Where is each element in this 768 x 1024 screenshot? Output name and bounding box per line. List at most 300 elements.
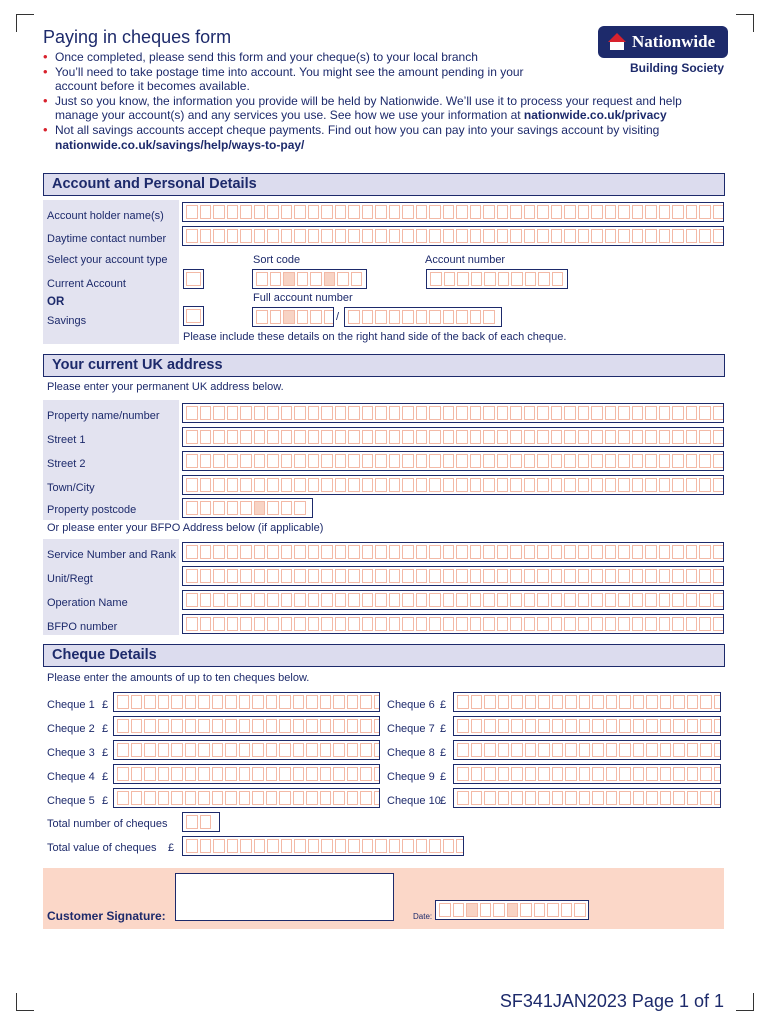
character-cell[interactable]	[198, 791, 210, 805]
character-cell[interactable]	[579, 791, 591, 805]
character-cell[interactable]	[240, 454, 252, 468]
character-cell[interactable]	[348, 430, 360, 444]
character-cell[interactable]	[510, 617, 522, 631]
character-cell[interactable]	[200, 205, 212, 219]
character-cell[interactable]	[240, 545, 252, 559]
character-cell[interactable]	[565, 695, 577, 709]
character-cell[interactable]	[267, 569, 279, 583]
character-cell[interactable]	[429, 478, 441, 492]
character-cell[interactable]	[673, 767, 685, 781]
character-cell[interactable]	[700, 719, 712, 733]
character-cell[interactable]	[294, 501, 306, 515]
character-cell[interactable]	[700, 791, 712, 805]
character-cell[interactable]	[713, 430, 725, 444]
character-cell[interactable]	[524, 229, 536, 243]
character-cell[interactable]	[591, 406, 603, 420]
character-cell[interactable]	[321, 569, 333, 583]
character-cell[interactable]	[497, 406, 509, 420]
character-cell[interactable]	[510, 205, 522, 219]
character-cell[interactable]	[700, 695, 712, 709]
character-cell[interactable]	[673, 791, 685, 805]
character-cell[interactable]	[185, 767, 197, 781]
character-cell[interactable]	[227, 430, 239, 444]
character-cell[interactable]	[525, 272, 537, 286]
character-cell[interactable]	[645, 430, 657, 444]
character-cell[interactable]	[632, 569, 644, 583]
character-cell[interactable]	[483, 569, 495, 583]
character-cell[interactable]	[402, 839, 414, 853]
character-cell[interactable]	[524, 454, 536, 468]
character-cell[interactable]	[471, 719, 483, 733]
character-cell[interactable]	[375, 205, 387, 219]
character-cell[interactable]	[510, 478, 522, 492]
character-cell[interactable]	[198, 695, 210, 709]
street2-field[interactable]	[182, 451, 724, 471]
character-cell[interactable]	[321, 406, 333, 420]
character-cell[interactable]	[212, 767, 224, 781]
character-cell[interactable]	[537, 454, 549, 468]
character-cell[interactable]	[686, 205, 698, 219]
character-cell[interactable]	[443, 545, 455, 559]
character-cell[interactable]	[524, 430, 536, 444]
character-cell[interactable]	[267, 430, 279, 444]
character-cell[interactable]	[483, 406, 495, 420]
character-cell[interactable]	[335, 430, 347, 444]
character-cell[interactable]	[429, 205, 441, 219]
character-cell[interactable]	[416, 406, 428, 420]
character-cell[interactable]	[456, 545, 468, 559]
character-cell[interactable]	[267, 617, 279, 631]
character-cell[interactable]	[686, 593, 698, 607]
character-cell[interactable]	[565, 791, 577, 805]
character-cell[interactable]	[605, 205, 617, 219]
cheque-7-field[interactable]	[453, 716, 721, 736]
character-cell[interactable]	[687, 719, 699, 733]
character-cell[interactable]	[297, 272, 309, 286]
character-cell[interactable]	[320, 719, 332, 733]
character-cell[interactable]	[592, 719, 604, 733]
character-cell[interactable]	[483, 545, 495, 559]
character-cell[interactable]	[360, 791, 372, 805]
character-cell[interactable]	[375, 617, 387, 631]
character-cell[interactable]	[239, 743, 251, 757]
character-cell[interactable]	[605, 593, 617, 607]
character-cell[interactable]	[239, 767, 251, 781]
character-cell[interactable]	[618, 593, 630, 607]
character-cell[interactable]	[310, 310, 322, 324]
character-cell[interactable]	[333, 695, 345, 709]
character-cell[interactable]	[333, 719, 345, 733]
character-cell[interactable]	[700, 767, 712, 781]
privacy-link[interactable]: nationwide.co.uk/privacy	[523, 108, 667, 123]
character-cell[interactable]	[186, 229, 198, 243]
character-cell[interactable]	[618, 569, 630, 583]
character-cell[interactable]	[375, 545, 387, 559]
character-cell[interactable]	[456, 478, 468, 492]
character-cell[interactable]	[537, 617, 549, 631]
character-cell[interactable]	[606, 791, 618, 805]
character-cell[interactable]	[213, 839, 225, 853]
character-cell[interactable]	[212, 743, 224, 757]
character-cell[interactable]	[348, 310, 360, 324]
cheque-6-field[interactable]	[453, 692, 721, 712]
character-cell[interactable]	[321, 205, 333, 219]
character-cell[interactable]	[525, 695, 537, 709]
character-cell[interactable]	[294, 593, 306, 607]
character-cell[interactable]	[605, 229, 617, 243]
character-cell[interactable]	[374, 695, 381, 709]
character-cell[interactable]	[632, 545, 644, 559]
cheque-1-field[interactable]	[113, 692, 380, 712]
character-cell[interactable]	[672, 478, 684, 492]
character-cell[interactable]	[578, 593, 590, 607]
character-cell[interactable]	[348, 593, 360, 607]
character-cell[interactable]	[389, 406, 401, 420]
character-cell[interactable]	[457, 767, 469, 781]
character-cell[interactable]	[605, 478, 617, 492]
character-cell[interactable]	[484, 719, 496, 733]
character-cell[interactable]	[240, 617, 252, 631]
character-cell[interactable]	[578, 478, 590, 492]
character-cell[interactable]	[632, 617, 644, 631]
total-value-field[interactable]	[182, 836, 464, 856]
character-cell[interactable]	[306, 695, 318, 709]
character-cell[interactable]	[200, 545, 212, 559]
character-cell[interactable]	[660, 743, 672, 757]
sort-code-field[interactable]	[252, 269, 367, 289]
character-cell[interactable]	[498, 791, 510, 805]
character-cell[interactable]	[402, 430, 414, 444]
character-cell[interactable]	[297, 310, 309, 324]
character-cell[interactable]	[605, 569, 617, 583]
character-cell[interactable]	[645, 454, 657, 468]
character-cell[interactable]	[483, 617, 495, 631]
character-cell[interactable]	[551, 617, 563, 631]
character-cell[interactable]	[186, 569, 198, 583]
character-cell[interactable]	[294, 229, 306, 243]
unit-field[interactable]	[182, 566, 724, 586]
character-cell[interactable]	[578, 617, 590, 631]
character-cell[interactable]	[360, 695, 372, 709]
character-cell[interactable]	[686, 406, 698, 420]
character-cell[interactable]	[579, 743, 591, 757]
character-cell[interactable]	[618, 229, 630, 243]
character-cell[interactable]	[240, 501, 252, 515]
character-cell[interactable]	[254, 454, 266, 468]
town-field[interactable]	[182, 475, 724, 495]
character-cell[interactable]	[254, 617, 266, 631]
character-cell[interactable]	[225, 767, 237, 781]
postcode-field[interactable]	[182, 498, 313, 518]
character-cell[interactable]	[144, 695, 156, 709]
character-cell[interactable]	[470, 545, 482, 559]
character-cell[interactable]	[416, 430, 428, 444]
character-cell[interactable]	[524, 406, 536, 420]
character-cell[interactable]	[524, 569, 536, 583]
character-cell[interactable]	[538, 791, 550, 805]
character-cell[interactable]	[347, 767, 359, 781]
character-cell[interactable]	[551, 205, 563, 219]
character-cell[interactable]	[227, 478, 239, 492]
character-cell[interactable]	[213, 593, 225, 607]
character-cell[interactable]	[618, 454, 630, 468]
character-cell[interactable]	[591, 593, 603, 607]
character-cell[interactable]	[374, 767, 381, 781]
character-cell[interactable]	[510, 406, 522, 420]
character-cell[interactable]	[362, 569, 374, 583]
character-cell[interactable]	[186, 478, 198, 492]
character-cell[interactable]	[619, 719, 631, 733]
character-cell[interactable]	[389, 478, 401, 492]
character-cell[interactable]	[443, 569, 455, 583]
character-cell[interactable]	[254, 430, 266, 444]
character-cell[interactable]	[351, 272, 363, 286]
character-cell[interactable]	[457, 272, 469, 286]
character-cell[interactable]	[471, 272, 483, 286]
character-cell[interactable]	[335, 593, 347, 607]
character-cell[interactable]	[552, 719, 564, 733]
character-cell[interactable]	[240, 205, 252, 219]
character-cell[interactable]	[511, 767, 523, 781]
character-cell[interactable]	[700, 743, 712, 757]
character-cell[interactable]	[281, 430, 293, 444]
character-cell[interactable]	[443, 593, 455, 607]
character-cell[interactable]	[538, 272, 550, 286]
character-cell[interactable]	[524, 593, 536, 607]
character-cell[interactable]	[324, 310, 335, 324]
character-cell[interactable]	[525, 767, 537, 781]
character-cell[interactable]	[158, 719, 170, 733]
character-cell[interactable]	[375, 430, 387, 444]
character-cell[interactable]	[659, 545, 671, 559]
character-cell[interactable]	[687, 695, 699, 709]
cheque-9-field[interactable]	[453, 764, 721, 784]
character-cell[interactable]	[362, 454, 374, 468]
character-cell[interactable]	[267, 478, 279, 492]
character-cell[interactable]	[552, 767, 564, 781]
character-cell[interactable]	[483, 593, 495, 607]
character-cell[interactable]	[507, 903, 519, 917]
character-cell[interactable]	[591, 569, 603, 583]
character-cell[interactable]	[659, 205, 671, 219]
character-cell[interactable]	[443, 617, 455, 631]
character-cell[interactable]	[375, 229, 387, 243]
character-cell[interactable]	[281, 454, 293, 468]
character-cell[interactable]	[281, 839, 293, 853]
character-cell[interactable]	[456, 229, 468, 243]
character-cell[interactable]	[525, 743, 537, 757]
character-cell[interactable]	[333, 743, 345, 757]
character-cell[interactable]	[200, 815, 212, 829]
character-cell[interactable]	[254, 839, 266, 853]
character-cell[interactable]	[293, 695, 305, 709]
cheque-2-field[interactable]	[113, 716, 380, 736]
character-cell[interactable]	[254, 593, 266, 607]
character-cell[interactable]	[293, 743, 305, 757]
full-account-field-number[interactable]	[344, 307, 502, 327]
character-cell[interactable]	[551, 569, 563, 583]
character-cell[interactable]	[389, 430, 401, 444]
character-cell[interactable]	[578, 406, 590, 420]
character-cell[interactable]	[457, 791, 469, 805]
character-cell[interactable]	[389, 229, 401, 243]
character-cell[interactable]	[281, 617, 293, 631]
character-cell[interactable]	[227, 406, 239, 420]
character-cell[interactable]	[144, 719, 156, 733]
character-cell[interactable]	[497, 430, 509, 444]
character-cell[interactable]	[537, 229, 549, 243]
character-cell[interactable]	[660, 719, 672, 733]
character-cell[interactable]	[484, 791, 496, 805]
character-cell[interactable]	[374, 791, 381, 805]
character-cell[interactable]	[537, 569, 549, 583]
character-cell[interactable]	[389, 205, 401, 219]
character-cell[interactable]	[511, 743, 523, 757]
character-cell[interactable]	[429, 454, 441, 468]
character-cell[interactable]	[659, 406, 671, 420]
character-cell[interactable]	[416, 545, 428, 559]
character-cell[interactable]	[240, 593, 252, 607]
character-cell[interactable]	[283, 310, 295, 324]
character-cell[interactable]	[687, 743, 699, 757]
character-cell[interactable]	[713, 478, 725, 492]
character-cell[interactable]	[267, 593, 279, 607]
character-cell[interactable]	[429, 617, 441, 631]
character-cell[interactable]	[578, 430, 590, 444]
character-cell[interactable]	[416, 593, 428, 607]
character-cell[interactable]	[252, 695, 264, 709]
character-cell[interactable]	[574, 903, 586, 917]
character-cell[interactable]	[714, 743, 722, 757]
character-cell[interactable]	[456, 430, 468, 444]
character-cell[interactable]	[456, 569, 468, 583]
character-cell[interactable]	[699, 205, 711, 219]
character-cell[interactable]	[714, 719, 722, 733]
character-cell[interactable]	[672, 205, 684, 219]
character-cell[interactable]	[551, 430, 563, 444]
character-cell[interactable]	[457, 743, 469, 757]
character-cell[interactable]	[186, 815, 198, 829]
character-cell[interactable]	[456, 617, 468, 631]
character-cell[interactable]	[672, 406, 684, 420]
character-cell[interactable]	[348, 454, 360, 468]
character-cell[interactable]	[498, 272, 510, 286]
character-cell[interactable]	[457, 719, 469, 733]
character-cell[interactable]	[252, 767, 264, 781]
character-cell[interactable]	[561, 903, 573, 917]
character-cell[interactable]	[294, 839, 306, 853]
character-cell[interactable]	[713, 545, 725, 559]
character-cell[interactable]	[659, 569, 671, 583]
character-cell[interactable]	[362, 406, 374, 420]
character-cell[interactable]	[200, 454, 212, 468]
character-cell[interactable]	[240, 839, 252, 853]
character-cell[interactable]	[564, 406, 576, 420]
character-cell[interactable]	[578, 229, 590, 243]
character-cell[interactable]	[592, 695, 604, 709]
character-cell[interactable]	[416, 229, 428, 243]
character-cell[interactable]	[592, 743, 604, 757]
character-cell[interactable]	[592, 767, 604, 781]
character-cell[interactable]	[348, 617, 360, 631]
character-cell[interactable]	[186, 501, 198, 515]
character-cell[interactable]	[524, 617, 536, 631]
character-cell[interactable]	[335, 617, 347, 631]
character-cell[interactable]	[294, 430, 306, 444]
character-cell[interactable]	[227, 569, 239, 583]
character-cell[interactable]	[308, 593, 320, 607]
character-cell[interactable]	[713, 406, 725, 420]
character-cell[interactable]	[618, 205, 630, 219]
character-cell[interactable]	[117, 767, 129, 781]
character-cell[interactable]	[470, 454, 482, 468]
character-cell[interactable]	[335, 229, 347, 243]
character-cell[interactable]	[186, 545, 198, 559]
account-holder-field[interactable]	[182, 202, 724, 222]
character-cell[interactable]	[673, 719, 685, 733]
character-cell[interactable]	[672, 545, 684, 559]
character-cell[interactable]	[279, 791, 291, 805]
character-cell[interactable]	[200, 569, 212, 583]
character-cell[interactable]	[605, 454, 617, 468]
character-cell[interactable]	[633, 767, 645, 781]
character-cell[interactable]	[171, 791, 183, 805]
character-cell[interactable]	[493, 903, 505, 917]
character-cell[interactable]	[267, 454, 279, 468]
character-cell[interactable]	[294, 478, 306, 492]
character-cell[interactable]	[240, 569, 252, 583]
character-cell[interactable]	[552, 272, 564, 286]
full-account-field-prefix[interactable]	[252, 307, 334, 327]
character-cell[interactable]	[673, 695, 685, 709]
character-cell[interactable]	[402, 569, 414, 583]
character-cell[interactable]	[471, 695, 483, 709]
character-cell[interactable]	[144, 791, 156, 805]
character-cell[interactable]	[429, 545, 441, 559]
character-cell[interactable]	[267, 545, 279, 559]
operation-field[interactable]	[182, 590, 724, 610]
character-cell[interactable]	[429, 569, 441, 583]
character-cell[interactable]	[537, 478, 549, 492]
character-cell[interactable]	[320, 695, 332, 709]
character-cell[interactable]	[632, 430, 644, 444]
character-cell[interactable]	[294, 617, 306, 631]
character-cell[interactable]	[416, 205, 428, 219]
character-cell[interactable]	[429, 593, 441, 607]
character-cell[interactable]	[389, 454, 401, 468]
character-cell[interactable]	[308, 617, 320, 631]
character-cell[interactable]	[713, 569, 725, 583]
character-cell[interactable]	[483, 430, 495, 444]
total-number-field[interactable]	[182, 812, 220, 832]
character-cell[interactable]	[213, 545, 225, 559]
character-cell[interactable]	[402, 454, 414, 468]
date-field[interactable]	[435, 900, 589, 920]
bfpo-number-field[interactable]	[182, 614, 724, 634]
character-cell[interactable]	[308, 229, 320, 243]
character-cell[interactable]	[225, 695, 237, 709]
character-cell[interactable]	[281, 593, 293, 607]
character-cell[interactable]	[484, 695, 496, 709]
character-cell[interactable]	[294, 569, 306, 583]
character-cell[interactable]	[389, 839, 401, 853]
character-cell[interactable]	[551, 406, 563, 420]
character-cell[interactable]	[429, 430, 441, 444]
character-cell[interactable]	[632, 205, 644, 219]
character-cell[interactable]	[592, 791, 604, 805]
character-cell[interactable]	[321, 430, 333, 444]
character-cell[interactable]	[308, 454, 320, 468]
